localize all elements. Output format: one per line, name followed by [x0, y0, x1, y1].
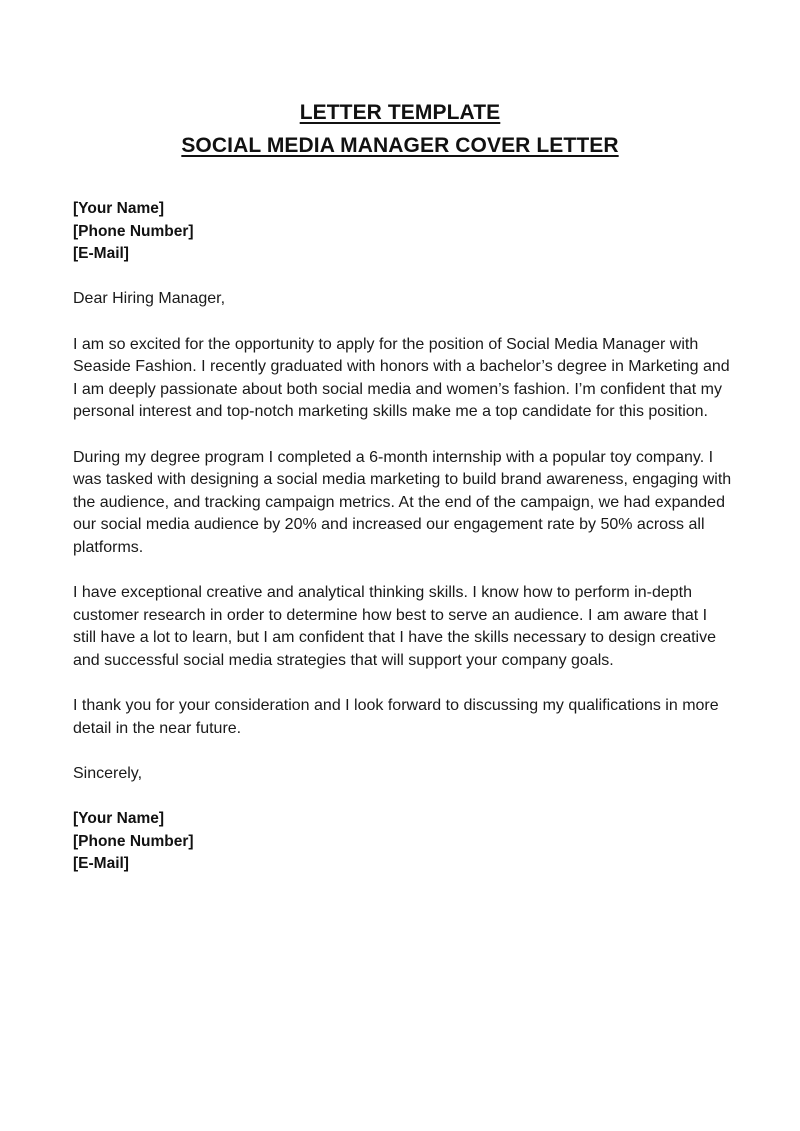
document-title: LETTER TEMPLATE: [299, 101, 501, 124]
salutation: Dear Hiring Manager,: [73, 290, 226, 308]
paragraph-intro: I am so excited for the opportunity to apply for the position of Social Media Manager with Seaside Fashion. I recently graduated with honors with a bachelor’s degree in Marketing and I am deeply passionate about both social media and women’s fashion. I’m confident that my personal interest and top-notch marketing skills make me a top candidate for this position.: [73, 335, 730, 421]
closing: Sincerely,: [73, 764, 143, 782]
signature-phone: [Phone Number]: [73, 832, 194, 850]
paragraph-skills: I have exceptional creative and analytical thinking skills. I know how to perform in-depth customer research in order to determine how best to serve an audience. I am aware that I still have a lot to learn, but I am confident that I have the skills necessary to design creative and successful social media strategies that will support your company goals.: [73, 584, 717, 669]
signature-block: [73, 808, 733, 876]
sender-email: [E-Mail]: [73, 245, 129, 263]
title-block: [0, 96, 800, 162]
paragraph-closing-thanks: I thank you for your consideration and I look forward to discussing my qualifications in more detail in the near future.: [73, 697, 719, 737]
sender-name: [Your Name]: [73, 200, 165, 217]
paragraph-experience: During my degree program I completed a 6-month internship with a popular toy company. I was tasked with designing a social media marketing to build brand awareness, engaging with the audience, and tracking campaign metrics. At the end of the campaign, we had expanded our social media audience by 20% and increased our engagement rate by 50% across all platforms.: [73, 448, 732, 556]
sender-contact-block: [73, 198, 733, 266]
document-subtitle: SOCIAL MEDIA MANAGER COVER LETTER: [181, 134, 619, 157]
signature-name: [Your Name]: [73, 810, 165, 828]
signature-email: [E-Mail]: [73, 855, 129, 873]
letter-body: [73, 198, 733, 876]
sender-phone: [Phone Number]: [73, 222, 194, 240]
